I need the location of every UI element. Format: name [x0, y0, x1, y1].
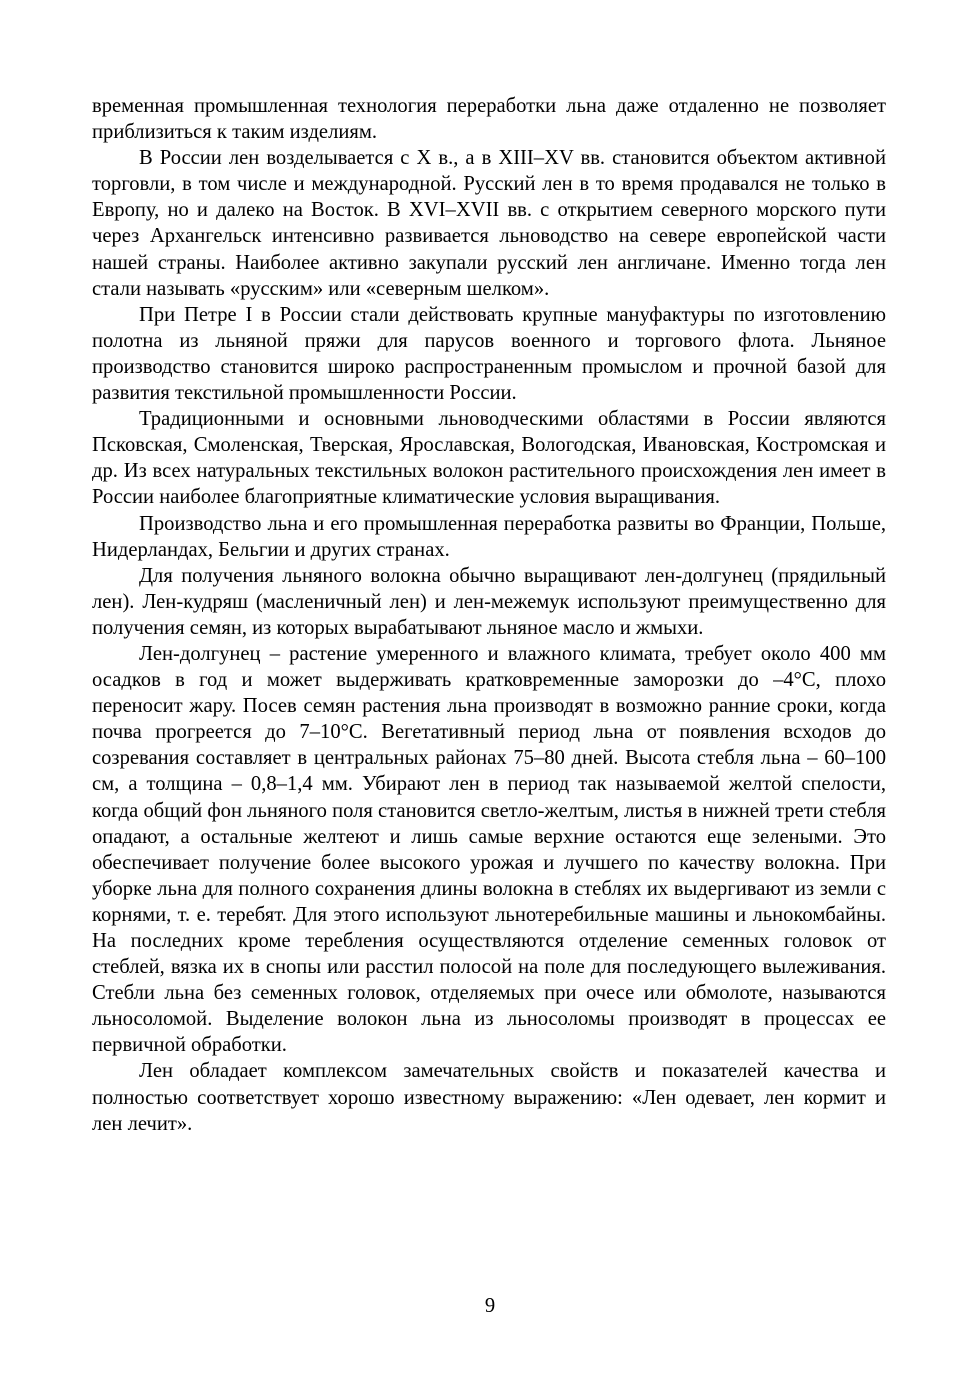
paragraph-other-countries: Производство льна и его промышленная переработка развиты во Франции, Польше, Нидерландах, Бельгии и других странах. — [92, 512, 886, 561]
paragraph-flax-trade-history: В России лен возделывается с X в., а в XIII–XV вв. становится объектом активной торговли, в том числе и международной. Русский лен в то время продавался не только в Европу, но и далеко на Восток. В XVI–XVII вв. с открытием северного морского пути через Архангельск интенсивно развивается льноводство на севере европейской части нашей страны. Наиболее активно закупали русский лен англичане. Именно тогда лен стали называть «русским» или «северным шелком». — [92, 147, 886, 300]
paragraph-flax-properties: Лен обладает комплексом замечательных свойств и показателей качества и полностью соответствует хорошо известному выражению: «Лен одевает, лен кормит и лен лечит». — [92, 1060, 886, 1135]
paragraph-flax-varieties: Для получения льняного волокна обычно выращивают лен-долгунец (прядильный лен). Лен-кудряш (масленичный лен) и лен-межемук используют преимущественно для получения семян, из которых вырабатывают льняное масло и жмыхи. — [92, 564, 886, 639]
paragraph-flax-cultivation: Лен-долгунец – растение умеренного и влажного климата, требует около 400 мм осадков в год и может выдерживать кратковременные заморозки до –4°С, плохо переносит жару. Посев семян растения льна производят в возможно ранние сроки, когда почва прогреется до 7–10°С. Вегетативный период льна от появления всходов до созревания составляет в центральных районах 75–80 дней. Высота стебля льна – 60–100 см, а толщина – 0,8–1,4 мм. Убирают лен в период так называемой желтой спелости, когда общий фон льняного поля становится светло-желтым, листья в нижней трети стебля опадают, а остальные желтеют и лишь самые верхние остаются еще зелеными. Это обеспечивает получение более высокого урожая и лучшего по качеству волокна. При уборке льна для полного сохранения длины волокна в стеблях их выдергивают из земли с корнями, т. е. теребят. Для этого используют льнотеребильные машины и льнокомбайны. На последних кроме теребления осуществляются отделение семенных головок от стеблей, вязка их в снопы или расстил полосой на поле для последующего вылеживания. Стебли льна без семенных головок, отделяемых при очесе или обмолоте, называются льносоломой. Выделение волокон льна из льносоломы производят в процессах ее первичной обработки. — [92, 642, 886, 1057]
paragraph-flax-regions: Традиционными и основными льноводческими областями в России являются Псковская, Смоленская, Тверская, Ярославская, Вологодская, Ивановская, Костромская и др. Из всех натуральных текстильных волокон растительного происхождения лен имеет в России наиболее благоприятные климатические условия выращивания. — [92, 408, 886, 509]
paragraph-peter-the-great: При Петре I в России стали действовать крупные мануфактуры по изготовлению полотна из льняной пряжи для парусов военного и торгового флота. Льняное производство становится широко распространенным промыслом и прочной базой для развития текстильной промышленности России. — [92, 303, 886, 405]
paragraph-continued-text: временная промышленная технология переработки льна даже отдаленно не позволяет приблизиться к таким изделиям. — [92, 95, 886, 144]
page-number: 9 — [484, 1295, 496, 1317]
page-body — [92, 93, 886, 1137]
